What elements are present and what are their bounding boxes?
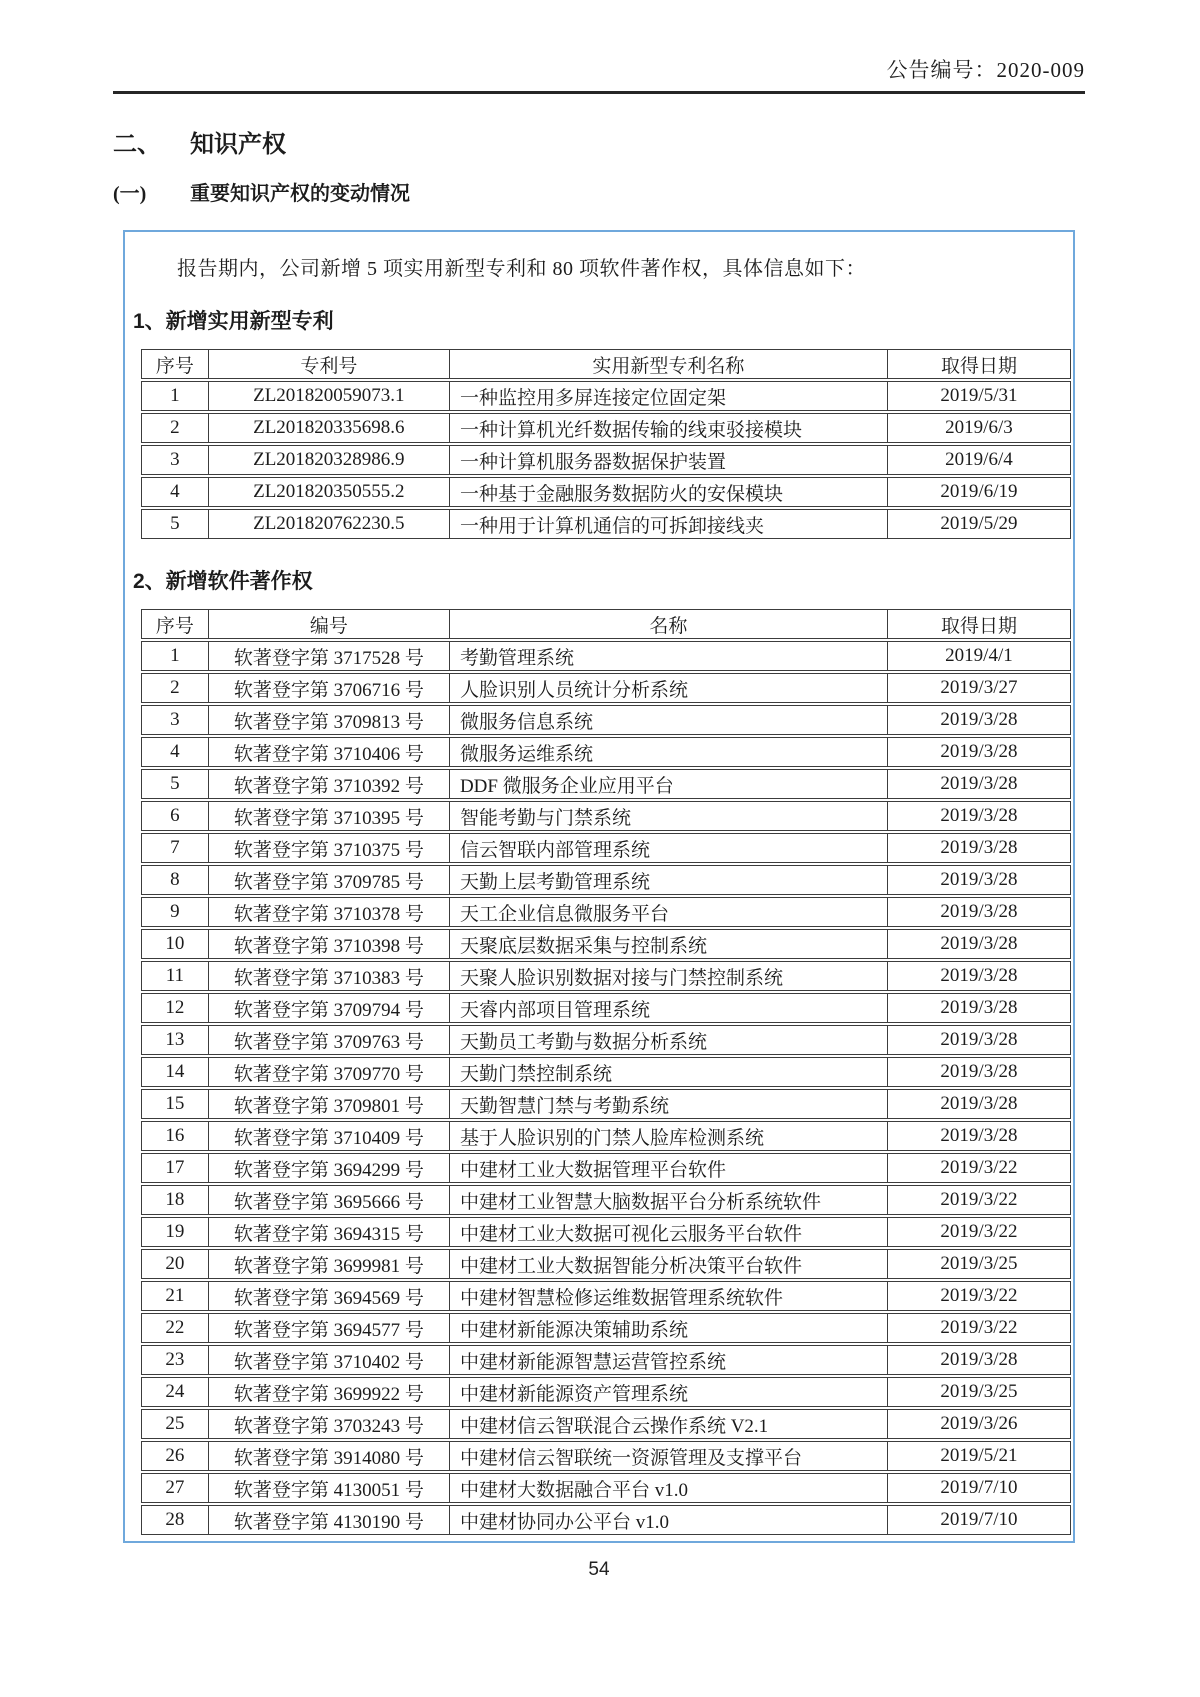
table-row: [141, 1409, 1071, 1439]
patent-number: ZL201820762230.5: [209, 509, 450, 539]
registration-number: 软著登字第 3914080 号: [209, 1441, 450, 1471]
row-index: 21: [141, 1281, 209, 1311]
table-row: [141, 1089, 1071, 1119]
software-name: 天勤门禁控制系统: [450, 1057, 888, 1087]
row-index: 20: [141, 1249, 209, 1279]
software-name: 中建材工业大数据可视化云服务平台软件: [450, 1217, 888, 1247]
column-header: 序号: [141, 609, 209, 639]
registration-number: 软著登字第 3699922 号: [209, 1377, 450, 1407]
table-row: [141, 673, 1071, 703]
table-row: [141, 897, 1071, 927]
software-name: 中建材信云智联混合云操作系统 V2.1: [450, 1409, 888, 1439]
table-row: [141, 413, 1071, 443]
column-header: 序号: [141, 349, 209, 379]
table-header-row: [141, 609, 1071, 639]
table-row: [141, 769, 1071, 799]
patent-number: ZL201820350555.2: [209, 477, 450, 507]
table-row: [141, 705, 1071, 735]
software-name: 信云智联内部管理系统: [450, 833, 888, 863]
grant-date: 2019/3/28: [888, 993, 1071, 1023]
patent-number: ZL201820328986.9: [209, 445, 450, 475]
row-index: 5: [141, 509, 209, 539]
grant-date: 2019/3/22: [888, 1217, 1071, 1247]
row-index: 27: [141, 1473, 209, 1503]
registration-number: 软著登字第 3699981 号: [209, 1249, 450, 1279]
software-name: 中建材工业智慧大脑数据平台分析系统软件: [450, 1185, 888, 1215]
header-rule: [113, 91, 1085, 94]
software-name: 天勤上层考勤管理系统: [450, 865, 888, 895]
software-name: 中建材新能源资产管理系统: [450, 1377, 888, 1407]
row-index: 5: [141, 769, 209, 799]
grant-date: 2019/3/28: [888, 1345, 1071, 1375]
document-page: [113, 0, 1085, 1581]
software-name: 天聚底层数据采集与控制系统: [450, 929, 888, 959]
row-index: 22: [141, 1313, 209, 1343]
table-row: [141, 801, 1071, 831]
table-row: [141, 1217, 1071, 1247]
row-index: 17: [141, 1153, 209, 1183]
grant-date: 2019/6/4: [888, 445, 1071, 475]
grant-date: 2019/3/25: [888, 1249, 1071, 1279]
table-row: [141, 1473, 1071, 1503]
registration-number: 软著登字第 3709763 号: [209, 1025, 450, 1055]
grant-date: 2019/3/22: [888, 1281, 1071, 1311]
table-row: [141, 833, 1071, 863]
registration-number: 软著登字第 4130051 号: [209, 1473, 450, 1503]
table-row: [141, 993, 1071, 1023]
table-row: [141, 641, 1071, 671]
row-index: 2: [141, 413, 209, 443]
row-index: 10: [141, 929, 209, 959]
software-name: 天勤员工考勤与数据分析系统: [450, 1025, 888, 1055]
grant-date: 2019/5/21: [888, 1441, 1071, 1471]
grant-date: 2019/3/28: [888, 737, 1071, 767]
row-index: 23: [141, 1345, 209, 1375]
registration-number: 软著登字第 3710395 号: [209, 801, 450, 831]
software-name: 微服务运维系统: [450, 737, 888, 767]
section-title: 知识产权: [190, 131, 286, 158]
subsection-number: (一): [113, 183, 147, 205]
row-index: 3: [141, 705, 209, 735]
row-index: 6: [141, 801, 209, 831]
patent-name: 一种用于计算机通信的可拆卸接线夹: [450, 509, 888, 539]
table-row: [141, 1505, 1071, 1535]
patent-name: 一种计算机服务器数据保护装置: [450, 445, 888, 475]
row-index: 4: [141, 477, 209, 507]
grant-date: 2019/3/22: [888, 1153, 1071, 1183]
page-number: 54: [588, 1559, 610, 1580]
patent-number: ZL201820335698.6: [209, 413, 450, 443]
registration-number: 软著登字第 3710378 号: [209, 897, 450, 927]
grant-date: 2019/3/28: [888, 1025, 1071, 1055]
software-name: 中建材协同办公平台 v1.0: [450, 1505, 888, 1535]
column-header: 实用新型专利名称: [450, 349, 888, 379]
software-name: 中建材工业大数据管理平台软件: [450, 1153, 888, 1183]
software-table: [141, 607, 1071, 1537]
registration-number: 软著登字第 3694315 号: [209, 1217, 450, 1247]
software-name: 考勤管理系统: [450, 641, 888, 671]
table-row: [141, 381, 1071, 411]
software-name: 中建材新能源决策辅助系统: [450, 1313, 888, 1343]
registration-number: 软著登字第 3710406 号: [209, 737, 450, 767]
table-row: [141, 477, 1071, 507]
row-index: 4: [141, 737, 209, 767]
patent-name: 一种监控用多屏连接定位固定架: [450, 381, 888, 411]
grant-date: 2019/7/10: [888, 1473, 1071, 1503]
row-index: 7: [141, 833, 209, 863]
column-header: 编号: [209, 609, 450, 639]
registration-number: 软著登字第 3709794 号: [209, 993, 450, 1023]
registration-number: 软著登字第 3706716 号: [209, 673, 450, 703]
software-name: 中建材智慧检修运维数据管理系统软件: [450, 1281, 888, 1311]
column-header: 取得日期: [888, 609, 1071, 639]
software-name: 天睿内部项目管理系统: [450, 993, 888, 1023]
grant-date: 2019/6/19: [888, 477, 1071, 507]
row-index: 15: [141, 1089, 209, 1119]
grant-date: 2019/3/28: [888, 705, 1071, 735]
row-index: 1: [141, 381, 209, 411]
column-header: 名称: [450, 609, 888, 639]
software-name: 基于人脸识别的门禁人脸库检测系统: [450, 1121, 888, 1151]
registration-number: 软著登字第 3710402 号: [209, 1345, 450, 1375]
software-name: 微服务信息系统: [450, 705, 888, 735]
row-index: 3: [141, 445, 209, 475]
grant-date: 2019/6/3: [888, 413, 1071, 443]
software-name: 天勤智慧门禁与考勤系统: [450, 1089, 888, 1119]
section-heading: [113, 124, 1085, 159]
registration-number: 软著登字第 3709770 号: [209, 1057, 450, 1087]
patent-number: ZL201820059073.1: [209, 381, 450, 411]
software-name: 中建材信云智联统一资源管理及支撑平台: [450, 1441, 888, 1471]
software-name: 中建材大数据融合平台 v1.0: [450, 1473, 888, 1503]
grant-date: 2019/7/10: [888, 1505, 1071, 1535]
intro-paragraph: 报告期内，公司新增 5 项实用新型专利和 80 项软件著作权，具体信息如下：: [177, 258, 866, 280]
registration-number: 软著登字第 3710398 号: [209, 929, 450, 959]
grant-date: 2019/3/28: [888, 865, 1071, 895]
registration-number: 软著登字第 3709813 号: [209, 705, 450, 735]
grant-date: 2019/3/26: [888, 1409, 1071, 1439]
grant-date: 2019/5/31: [888, 381, 1071, 411]
table-row: [141, 445, 1071, 475]
table-row: [141, 1313, 1071, 1343]
subsection-heading: [113, 177, 1085, 206]
table-row: [141, 1281, 1071, 1311]
registration-number: 软著登字第 3710392 号: [209, 769, 450, 799]
table-row: [141, 929, 1071, 959]
software-name: 中建材工业大数据智能分析决策平台软件: [450, 1249, 888, 1279]
registration-number: 软著登字第 3694299 号: [209, 1153, 450, 1183]
grant-date: 2019/3/28: [888, 897, 1071, 927]
table-row: [141, 1345, 1071, 1375]
registration-number: 软著登字第 3709785 号: [209, 865, 450, 895]
table-row: [141, 865, 1071, 895]
grant-date: 2019/3/28: [888, 1089, 1071, 1119]
subsection-title: 重要知识产权的变动情况: [190, 183, 410, 205]
grant-date: 2019/3/28: [888, 961, 1071, 991]
row-index: 14: [141, 1057, 209, 1087]
table-row: [141, 961, 1071, 991]
section-number: 二、: [113, 131, 161, 158]
software-name: 天聚人脸识别数据对接与门禁控制系统: [450, 961, 888, 991]
patent-table-title: 1、新增实用新型专利: [133, 310, 334, 333]
grant-date: 2019/3/28: [888, 929, 1071, 959]
grant-date: 2019/3/25: [888, 1377, 1071, 1407]
registration-number: 软著登字第 3717528 号: [209, 641, 450, 671]
software-table-title: 2、新增软件著作权: [133, 570, 313, 593]
grant-date: 2019/4/1: [888, 641, 1071, 671]
software-name: 中建材新能源智慧运营管控系统: [450, 1345, 888, 1375]
column-header: 取得日期: [888, 349, 1071, 379]
column-header: 专利号: [209, 349, 450, 379]
row-index: 1: [141, 641, 209, 671]
table-row: [141, 1249, 1071, 1279]
table-row: [141, 1185, 1071, 1215]
grant-date: 2019/5/29: [888, 509, 1071, 539]
table-row: [141, 1153, 1071, 1183]
row-index: 28: [141, 1505, 209, 1535]
row-index: 26: [141, 1441, 209, 1471]
software-name: 人脸识别人员统计分析系统: [450, 673, 888, 703]
patent-table: [141, 347, 1071, 541]
registration-number: 软著登字第 3694569 号: [209, 1281, 450, 1311]
row-index: 25: [141, 1409, 209, 1439]
row-index: 9: [141, 897, 209, 927]
patent-name: 一种基于金融服务数据防火的安保模块: [450, 477, 888, 507]
grant-date: 2019/3/28: [888, 833, 1071, 863]
table-row: [141, 1057, 1071, 1087]
row-index: 12: [141, 993, 209, 1023]
registration-number: 软著登字第 3710383 号: [209, 961, 450, 991]
grant-date: 2019/3/28: [888, 1121, 1071, 1151]
row-index: 18: [141, 1185, 209, 1215]
table-row: [141, 1377, 1071, 1407]
table-header-row: [141, 349, 1071, 379]
page-header: [113, 0, 1085, 84]
registration-number: 软著登字第 3703243 号: [209, 1409, 450, 1439]
grant-date: 2019/3/28: [888, 1057, 1071, 1087]
table-row: [141, 509, 1071, 539]
content-box: [123, 230, 1075, 1543]
row-index: 11: [141, 961, 209, 991]
software-name: DDF 微服务企业应用平台: [450, 769, 888, 799]
registration-number: 软著登字第 4130190 号: [209, 1505, 450, 1535]
registration-number: 软著登字第 3710375 号: [209, 833, 450, 863]
grant-date: 2019/3/27: [888, 673, 1071, 703]
grant-date: 2019/3/22: [888, 1313, 1071, 1343]
grant-date: 2019/3/28: [888, 769, 1071, 799]
registration-number: 软著登字第 3710409 号: [209, 1121, 450, 1151]
patent-name: 一种计算机光纤数据传输的线束驳接模块: [450, 413, 888, 443]
registration-number: 软著登字第 3709801 号: [209, 1089, 450, 1119]
table-row: [141, 737, 1071, 767]
registration-number: 软著登字第 3694577 号: [209, 1313, 450, 1343]
registration-number: 软著登字第 3695666 号: [209, 1185, 450, 1215]
row-index: 24: [141, 1377, 209, 1407]
row-index: 2: [141, 673, 209, 703]
grant-date: 2019/3/22: [888, 1185, 1071, 1215]
table-row: [141, 1441, 1071, 1471]
doc-number: 公告编号：2020-009: [886, 58, 1085, 82]
grant-date: 2019/3/28: [888, 801, 1071, 831]
software-name: 智能考勤与门禁系统: [450, 801, 888, 831]
software-name: 天工企业信息微服务平台: [450, 897, 888, 927]
table-row: [141, 1025, 1071, 1055]
row-index: 8: [141, 865, 209, 895]
row-index: 13: [141, 1025, 209, 1055]
table-row: [141, 1121, 1071, 1151]
row-index: 19: [141, 1217, 209, 1247]
row-index: 16: [141, 1121, 209, 1151]
page-footer: [113, 1559, 1085, 1581]
